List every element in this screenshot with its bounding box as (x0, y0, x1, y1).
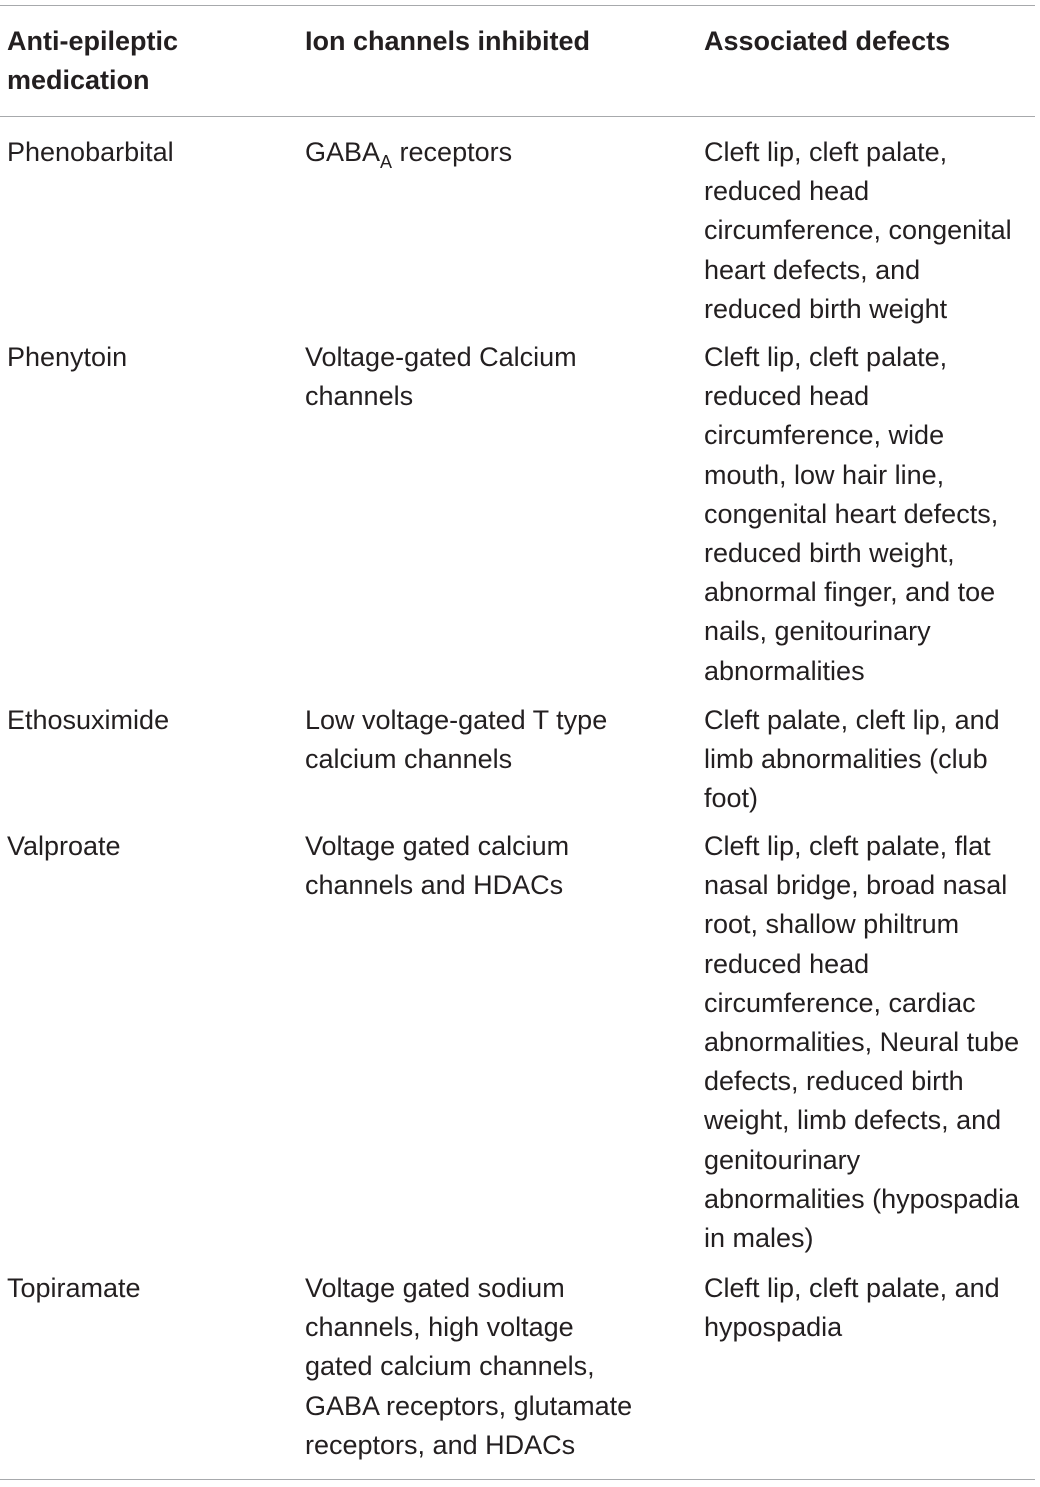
defects-cell: Cleft palate, cleft lip, and limb abnormalities (club foot) (704, 705, 1000, 814)
header-ion-channels: Ion channels inhibited (305, 26, 591, 56)
header-associated-defects: Associated defects (704, 26, 951, 56)
ion-channels-cell: Low voltage-gated T type calcium channels (305, 705, 608, 775)
medication-cell: Valproate (7, 831, 121, 861)
medication-cell: Phenobarbital (7, 137, 174, 167)
ion-channels-cell: $GABA_A$ receptors (305, 137, 513, 172)
header-medication: Anti-epileptic medication (7, 26, 179, 96)
table-bottom-rule (0, 1479, 1035, 1480)
medication-cell: Topiramate (7, 1273, 141, 1303)
ion-channels-cell: Voltage gated calcium channels and HDACs (305, 831, 570, 901)
defects-cell: Cleft lip, cleft palate, and hypospadia (704, 1273, 1000, 1343)
header-rule (0, 116, 1035, 117)
ion-channels-cell: Voltage-gated Calcium channels (305, 342, 577, 412)
defects-cell: Cleft lip, cleft palate, reduced head circumference, wide mouth, low hair line, congenital heart defects, reduced birth weight, abnormal finger, and toe nails, genitourinary abnormalities (704, 342, 999, 686)
ion-channels-cell: Voltage gated sodium channels, high voltage gated calcium channels, GABA receptors, glutamate receptors, and HDACs (305, 1273, 633, 1460)
medication-cell: Ethosuximide (7, 705, 170, 735)
defects-cell: Cleft lip, cleft palate, reduced head circumference, congenital heart defects, and reduced birth weight (704, 137, 1012, 324)
medication-cell: Phenytoin (7, 342, 128, 372)
defects-cell: Cleft lip, cleft palate, flat nasal bridge, broad nasal root, shallow philtrum reduced head circumference, cardiac abnormalities, Neural tube defects, reduced birth weight, limb defects, and genitourinary abnormalities (hypospadia in males) (704, 831, 1020, 1254)
table-top-rule (0, 5, 1035, 6)
